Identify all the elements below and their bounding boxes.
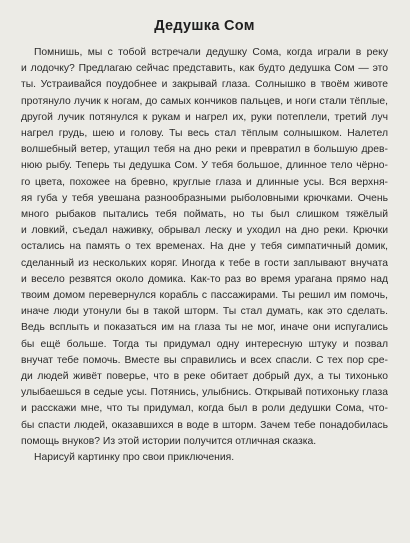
story-line: ты. Устраивайся поудобнее и закрывай глаза. Солнышко в твоём животе bbox=[21, 79, 388, 91]
story-line: ди людей живёт поверье, что в реке обитает добрый дух, а ты тихонько bbox=[21, 371, 388, 383]
story-line: внучат тебе помочь. Вместе вы справились и всех спасли. С тех пор сре- bbox=[21, 354, 388, 366]
story-line: улыбаешься в седые усы. Потянись, улыбнись. Открывай потихоньку глаза bbox=[21, 387, 388, 399]
story-line: иначе люди утонули бы в такой шторм. Ты стал думать, как это сделать. bbox=[21, 306, 388, 318]
story-line: сделанный из нескольких коряг. Иногда к тебе в гости заплывают внучата bbox=[21, 257, 388, 269]
story-line: го цвета, похожее на бревно, круглые глаза и длинные усы. Вся верхня- bbox=[21, 176, 388, 188]
story-line: другой лучик потянулся к рукам и нагрел их, руки потеплели, третий луч bbox=[21, 111, 388, 123]
story-line: протянуло лучик к ногам, до самых кончиков пальцев, и ноги стали тёплые, bbox=[21, 95, 388, 107]
story-line: остались на память о тех временах. На дне у тебя симпатичный домик, bbox=[21, 241, 388, 253]
story-line: и весело резвятся около домика. Как-то раз во время урагана прямо над bbox=[21, 273, 388, 285]
story-line: бы ещё больше. Тогда ты придумал одну интересную штуку и позвал bbox=[21, 338, 388, 350]
story-line: помощь внуков? Из этой истории получится отличная сказка. bbox=[21, 435, 317, 447]
page-title: Дедушка Сом bbox=[154, 18, 255, 34]
drawing-instruction: Нарисуй картинку про свои приключения. bbox=[34, 452, 235, 464]
story-line: волшебный ветер, утащил тебя на дно реки и превратил в большую древ- bbox=[21, 144, 388, 156]
story-line: много рыбаков пытались тебя поймать, но ты был слишком тяжёлый bbox=[21, 209, 388, 221]
story-line: яя губа у тебя увешана разнообразными рыболовными крючками. Очень bbox=[21, 192, 388, 204]
story-line: и расскажи мне, что ты придумал, когда был в роли дедушки Сома, что- bbox=[21, 403, 388, 415]
story-line: нагрел грудь, шею и голову. Ты весь стал тёплым солнышком. Налетел bbox=[21, 128, 388, 140]
story-line: и ловкий, съедал наживку, обрывал леску и уходил на дно реки. Крючки bbox=[21, 225, 388, 237]
story-line: твоим домом перевернулся корабль с пассажирами. Ты решил им помочь, bbox=[21, 290, 388, 302]
story-line: нюю рыбу. Теперь ты дедушка Сом. У тебя большое, длинное тело чёрно- bbox=[21, 160, 388, 172]
story-line: Ведь всплыть и показаться им на глаза ты не мог, иначе они испугались bbox=[21, 322, 388, 334]
story-line: Помнишь, мы с тобой встречали дедушку Сома, когда играли в реку bbox=[34, 47, 388, 58]
story-text bbox=[21, 45, 388, 466]
story-line: и лодочку? Предлагаю сейчас представить, как будто дедушка Сом — это bbox=[21, 63, 388, 75]
story-line: бы спасти людей, оказавшихся в воде в шторм. Зачем тебе понадобилась bbox=[21, 419, 388, 431]
